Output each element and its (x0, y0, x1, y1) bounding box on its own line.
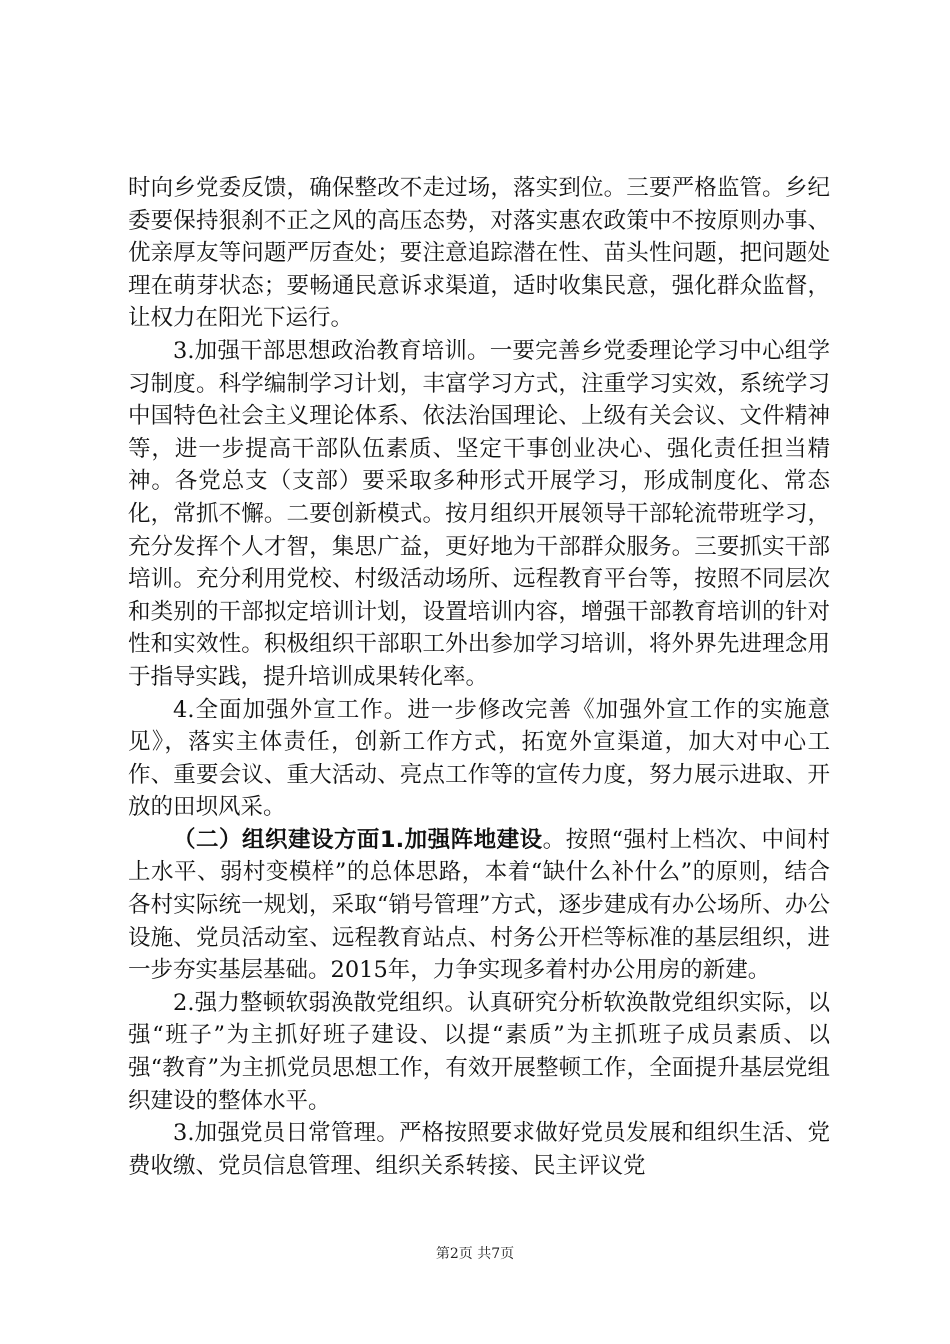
paragraph-2: 3.加强干部思想政治教育培训。一要完善乡党委理论学习中心组学习制度。科学编制学习计划，丰富学习方式，注重学习实效，系统学习中国特色社会主义理论体系、依法治国理论、上级有关会议、文件精神等，进一步提高干部队伍素质、坚定干事创业决心、强化责任担当精神。各党总支（支部）要采取多种形式开展学习，形成制度化、常态化，常抓不懈。二要创新模式。按月组织开展领导干部轮流带班学习，充分发挥个人才智，集思广益，更好地为干部群众服务。三要抓实干部培训。充分利用党校、村级活动场所、远程教育平台等，按照不同层次和类别的干部拟定培训计划，设置培训内容，增强干部教育培训的针对性和实效性。积极组织干部职工外出参加学习培训，将外界先进理念用于指导实践，提升培训成果转化率。 (128, 337, 830, 690)
paragraph-3: 4.全面加强外宣工作。进一步修改完善《加强外宣工作的实施意见》，落实主体责任，创新工作方式，拓宽外宣渠道，加大对中心工作、重要会议、重大活动、亮点工作等的宣传力度，努力展示进取、开放的田坝风采。 (128, 696, 830, 821)
paragraph-6: 3.加强党员日常管理。严格按照要求做好党员发展和组织生活、党费收缴、党员信息管理、组织关系转接、民主评议党 (128, 1120, 830, 1179)
page-footer: 第2页 共7页 (435, 1246, 515, 1262)
document-body (128, 172, 830, 1182)
section-heading: （二）组织建设方面1.加强阵地建设 (173, 826, 543, 853)
paragraph-5: 2.强力整顿软弱涣散党组织。认真研究分析软涣散党组织实际，以强“班子”为主抓好班子建设、以提“素质”为主抓班子成员素质、以强“教育”为主抓党员思想工作，有效开展整顿工作，全面提升基层党组织建设的整体水平。 (128, 989, 830, 1114)
paragraph-4 (128, 824, 830, 987)
paragraph-4-text: 。按照“强村上档次、中间村上水平、弱村变模样”的总体思路，本着“缺什么补什么”的原则，结合各村实际统一规划，采取“销号管理”方式，逐步建成有办公场所、办公设施、党员活动室、远程教育站点、村务公开栏等标准的基层组织，进一步夯实基层基础。2015年，力争实现多着村办公用房的新建。 (128, 826, 830, 984)
paragraph-1: 时向乡党委反馈，确保整改不走过场，落实到位。三要严格监管。乡纪委要保持狠刹不正之风的高压态势，对落实惠农政策中不按原则办事、优亲厚友等问题严厉查处；要注意追踪潜在性、苗头性问题，把问题处理在萌芽状态；要畅通民意诉求渠道，适时收集民意，强化群众监督，让权力在阳光下运行。 (128, 175, 830, 332)
